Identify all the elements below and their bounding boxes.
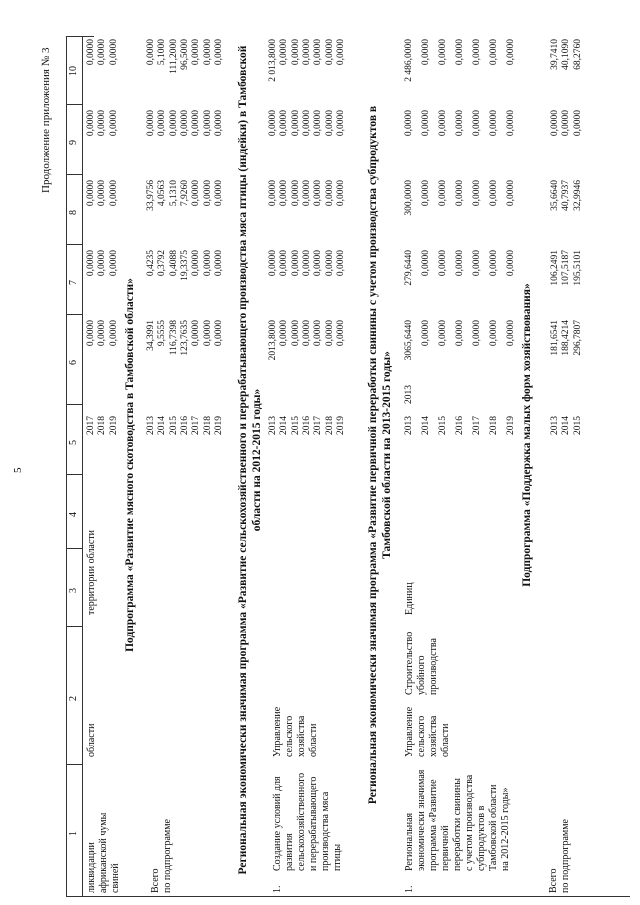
col-divider [66, 104, 82, 105]
value-cell-c7: 0,4088 [168, 250, 179, 277]
col-divider [66, 174, 82, 175]
value-cell-c5: 2013 [404, 385, 414, 404]
col-divider [66, 314, 82, 315]
value-cell-c7: 0,0000 [438, 250, 448, 277]
value-cell-c6: 0,0000 [86, 320, 96, 347]
value-cell-c6: 0,0000 [279, 320, 290, 347]
value-cell-c7: 0,0000 [108, 250, 119, 277]
value-cell-c9: 0,0000 [472, 110, 482, 137]
year-cell: 2016 [179, 416, 190, 435]
value-cell-c6: 123,7635 [179, 320, 190, 356]
value-cell-c6: 0,0000 [108, 320, 119, 347]
section-poultry-title: Региональная экономически значимая программа «Развитие сельскохозяйственного и перерабатывающего производства мяса птицы (индейки) в Тамбовской области на 2012-2015 годы» [237, 45, 263, 875]
value-cell-c6: 0,0000 [301, 320, 312, 347]
column-number: 3 [68, 588, 79, 593]
value-cell-c8: 0,0000 [335, 180, 346, 207]
value-cell-c8: 40,7937 [561, 180, 572, 211]
value-cell-c9: 0,0000 [108, 110, 119, 137]
value-cell-c6: 2013,8000 [268, 320, 278, 361]
value-cell-c8: 4,0563 [157, 180, 168, 207]
year-cell: 2015 [572, 416, 583, 435]
col-divider [66, 404, 82, 405]
pork-executor: Управление сельского хозяйства области [404, 706, 451, 757]
value-cell-c6: 0,0000 [335, 320, 346, 347]
value-cell-c7: 0,0000 [290, 250, 301, 277]
value-cell-c10: 0,0000 [191, 39, 202, 66]
value-cell-c8: 0,0000 [301, 180, 312, 207]
value-cell-c7: 107,5187 [561, 250, 572, 286]
value-cell-c10: 2 486,0000 [404, 39, 414, 82]
value-cell-c7: 0,0000 [313, 250, 324, 277]
column-number: 5 [68, 440, 79, 445]
year-cell: 2013 [268, 416, 278, 435]
year-cell: 2018 [202, 416, 213, 435]
value-cell-c7: 0,0000 [213, 250, 224, 277]
top-col34-text: территории области [86, 529, 97, 615]
value-cell-c7: 19,3375 [179, 250, 190, 281]
year-cell: 2017 [86, 416, 96, 435]
page-number: 5 [12, 467, 24, 473]
table-right-border [66, 36, 94, 37]
value-cell-c6: 0,0000 [202, 320, 213, 347]
value-cell-c9: 0,0000 [202, 110, 213, 137]
year-cell: 2013 [146, 416, 156, 435]
value-cell-c9: 0,0000 [86, 110, 96, 137]
year-cell: 2017 [313, 416, 324, 435]
column-number: 2 [68, 696, 79, 701]
top-col1-text: ликвидации африканской чумы свиней [86, 812, 121, 893]
value-cell-c6: 296,7807 [572, 320, 583, 356]
value-cell-c9: 0,0000 [335, 110, 346, 137]
value-cell-c8: 0,0000 [268, 180, 278, 207]
value-cell-c8: 0,0000 [472, 180, 482, 207]
value-cell-c10: 0,0000 [438, 39, 448, 66]
value-cell-c9: 0,0000 [157, 110, 168, 137]
value-cell-c6: 3065,6440 [404, 320, 414, 361]
value-cell-c7: 106,2491 [550, 250, 560, 286]
year-cell: 2019 [335, 416, 346, 435]
value-cell-c10: 68,2760 [572, 39, 583, 70]
value-cell-c6: 34,3991 [146, 320, 156, 351]
value-cell-c7: 0,0000 [202, 250, 213, 277]
value-cell-c6: 181,6541 [550, 320, 560, 356]
value-cell-c7: 0,4235 [146, 250, 156, 277]
section-small-forms-title: Подпрограмма «Поддержка малых форм хозяйствования» [521, 283, 533, 587]
value-cell-c10: 0,0000 [301, 39, 312, 66]
year-cell: 2018 [489, 416, 499, 435]
value-cell-c6: 0,0000 [191, 320, 202, 347]
value-cell-c10: 0,0000 [146, 39, 156, 66]
value-cell-c6: 0,0000 [290, 320, 301, 347]
year-cell: 2013 [404, 416, 414, 435]
value-cell-c10: 40,1090 [561, 39, 572, 70]
value-cell-c6: 188,4214 [561, 320, 572, 356]
table-left-border [66, 896, 630, 897]
value-cell-c10: 0,0000 [472, 39, 482, 66]
value-cell-c8: 0,0000 [202, 180, 213, 207]
value-cell-c6: 0,0000 [455, 320, 465, 347]
column-number: 8 [68, 210, 79, 215]
column-number: 7 [68, 280, 79, 285]
value-cell-c10: 0,0000 [421, 39, 431, 66]
column-number: 10 [68, 66, 79, 76]
value-cell-c6: 9,5555 [157, 320, 168, 347]
column-number: 1 [68, 831, 79, 836]
poultry-measure-name: Создание условий для развития сельскохозяйственного и перерабатывающего производства мяса птицы [272, 772, 343, 871]
value-cell-c8: 0,0000 [97, 180, 108, 207]
value-cell-c9: 0,0000 [290, 110, 301, 137]
col-divider [66, 474, 82, 475]
year-cell: 2017 [191, 416, 202, 435]
value-cell-c7: 0,0000 [279, 250, 290, 277]
value-cell-c8: 32,9946 [572, 180, 583, 211]
year-cell: 2018 [97, 416, 108, 435]
value-cell-c8: 5,1310 [168, 180, 179, 207]
value-cell-c10: 0,0000 [313, 39, 324, 66]
continuation-label: Продолжение приложения № 3 [40, 47, 52, 193]
value-cell-c10: 0,0000 [290, 39, 301, 66]
year-cell: 2014 [279, 416, 290, 435]
value-cell-c9: 0,0000 [438, 110, 448, 137]
value-cell-c8: 0,0000 [324, 180, 335, 207]
value-cell-c7: 195,5101 [572, 250, 583, 286]
value-cell-c10: 5,1000 [157, 39, 168, 66]
pork-action: Строительство убойного производства [404, 631, 439, 695]
value-cell-c7: 0,0000 [506, 250, 516, 277]
value-cell-c9: 0,0000 [404, 110, 414, 137]
value-cell-c8: 0,0000 [108, 180, 119, 207]
value-cell-c9: 0,0000 [572, 110, 583, 137]
value-cell-c7: 0,0000 [455, 250, 465, 277]
value-cell-c6: 0,0000 [438, 320, 448, 347]
year-cell: 2015 [290, 416, 301, 435]
year-cell: 2015 [168, 416, 179, 435]
section-pork-title: Региональная экономически значимая программа «Развитие первичной переработки свинины с учетом производства субпродуктов в Тамбовской области на 2013-2015 годы» [367, 105, 393, 805]
value-cell-c10: 0,0000 [489, 39, 499, 66]
value-cell-c10: 0,0000 [86, 39, 96, 66]
value-cell-c10: 0,0000 [202, 39, 213, 66]
column-number: 4 [68, 512, 79, 517]
value-cell-c7: 0,0000 [97, 250, 108, 277]
year-cell: 2014 [561, 416, 572, 435]
col-divider [66, 764, 82, 765]
value-cell-c9: 0,0000 [561, 110, 572, 137]
value-cell-c8: 0,0000 [313, 180, 324, 207]
value-cell-c8: 0,0000 [489, 180, 499, 207]
value-cell-c9: 0,0000 [213, 110, 224, 137]
value-cell-c9: 0,0000 [146, 110, 156, 137]
pork-row-number: 1. [404, 885, 415, 893]
pork-measure-name: Региональная экономически значимая программа «Развитие первичной переработки свинины с учетом производства субпродуктов в Тамбовской области на 2012-2015 годы» [404, 769, 511, 871]
value-cell-c9: 0,0000 [324, 110, 335, 137]
year-cell: 2019 [213, 416, 224, 435]
section-meat-title: Подпрограмма «Развитие мясного скотоводства в Тамбовской области» [124, 278, 136, 652]
value-cell-c8: 0,0000 [213, 180, 224, 207]
pork-unit: Единиц [404, 582, 415, 615]
year-cell: 2018 [324, 416, 335, 435]
value-cell-c8: 300,0000 [404, 180, 414, 216]
year-cell: 2019 [108, 416, 119, 435]
value-cell-c6: 0,0000 [213, 320, 224, 347]
value-cell-c9: 0,0000 [191, 110, 202, 137]
total2-label: Всего по подпрограмме [548, 819, 571, 893]
value-cell-c9: 0,0000 [168, 110, 179, 137]
value-cell-c7: 0,0000 [301, 250, 312, 277]
value-cell-c7: 0,0000 [335, 250, 346, 277]
value-cell-c6: 0,0000 [324, 320, 335, 347]
value-cell-c6: 0,0000 [506, 320, 516, 347]
value-cell-c9: 0,0000 [301, 110, 312, 137]
value-cell-c7: 0,0000 [191, 250, 202, 277]
value-cell-c8: 0,0000 [191, 180, 202, 207]
total1-label: Всего по подпрограмме [150, 819, 173, 893]
value-cell-c9: 0,0000 [421, 110, 431, 137]
value-cell-c9: 0,0000 [279, 110, 290, 137]
value-cell-c8: 0,0000 [86, 180, 96, 207]
value-cell-c8: 0,0000 [438, 180, 448, 207]
year-cell: 2017 [472, 416, 482, 435]
value-cell-c8: 35,6640 [550, 180, 560, 211]
value-cell-c10: 2 013,8000 [268, 39, 278, 82]
value-cell-c8: 0,0000 [279, 180, 290, 207]
value-cell-c6: 0,0000 [489, 320, 499, 347]
value-cell-c9: 0,0000 [268, 110, 278, 137]
value-cell-c10: 0,0000 [279, 39, 290, 66]
year-cell: 2013 [550, 416, 560, 435]
value-cell-c9: 0,0000 [179, 110, 190, 137]
value-cell-c9: 0,0000 [313, 110, 324, 137]
column-number: 6 [68, 360, 79, 365]
value-cell-c10: 0,0000 [97, 39, 108, 66]
value-cell-c10: 0,0000 [108, 39, 119, 66]
value-cell-c7: 279,6440 [404, 250, 414, 286]
value-cell-c6: 0,0000 [472, 320, 482, 347]
year-cell: 2015 [438, 416, 448, 435]
value-cell-c10: 96,5000 [179, 39, 190, 70]
top-col2-text: области [86, 723, 97, 757]
value-cell-c10: 0,0000 [324, 39, 335, 66]
value-cell-c8: 0,0000 [455, 180, 465, 207]
value-cell-c7: 0,3792 [157, 250, 168, 277]
value-cell-c10: 39,7410 [550, 39, 560, 70]
value-cell-c9: 0,0000 [97, 110, 108, 137]
col-divider [66, 548, 82, 549]
value-cell-c6: 0,0000 [421, 320, 431, 347]
value-cell-c7: 0,0000 [421, 250, 431, 277]
value-cell-c6: 0,0000 [97, 320, 108, 347]
value-cell-c9: 0,0000 [455, 110, 465, 137]
value-cell-c9: 0,0000 [550, 110, 560, 137]
value-cell-c10: 0,0000 [213, 39, 224, 66]
value-cell-c8: 7,9260 [179, 180, 190, 207]
value-cell-c10: 111,2000 [168, 39, 179, 74]
poultry-row-number: 1. [272, 885, 283, 893]
value-cell-c8: 0,0000 [421, 180, 431, 207]
value-cell-c10: 0,0000 [455, 39, 465, 66]
value-cell-c7: 0,0000 [324, 250, 335, 277]
value-cell-c10: 0,0000 [506, 39, 516, 66]
col-divider [66, 244, 82, 245]
value-cell-c6: 116,7398 [168, 320, 179, 356]
column-number: 9 [68, 140, 79, 145]
value-cell-c6: 0,0000 [313, 320, 324, 347]
value-cell-c7: 0,0000 [268, 250, 278, 277]
year-cell: 2014 [421, 416, 431, 435]
year-cell: 2016 [455, 416, 465, 435]
year-cell: 2014 [157, 416, 168, 435]
table-top-border [66, 37, 67, 897]
value-cell-c7: 0,0000 [86, 250, 96, 277]
value-cell-c9: 0,0000 [506, 110, 516, 137]
value-cell-c7: 0,0000 [472, 250, 482, 277]
value-cell-c8: 0,0000 [506, 180, 516, 207]
value-cell-c8: 0,0000 [290, 180, 301, 207]
header-bottom-border [82, 37, 83, 897]
value-cell-c9: 0,0000 [489, 110, 499, 137]
poultry-executor: Управление сельского хозяйства области [272, 706, 319, 757]
value-cell-c10: 0,0000 [335, 39, 346, 66]
value-cell-c7: 0,0000 [489, 250, 499, 277]
year-cell: 2019 [506, 416, 516, 435]
year-cell: 2016 [301, 416, 312, 435]
value-cell-c8: 33,9756 [146, 180, 156, 211]
col-divider [66, 626, 82, 627]
